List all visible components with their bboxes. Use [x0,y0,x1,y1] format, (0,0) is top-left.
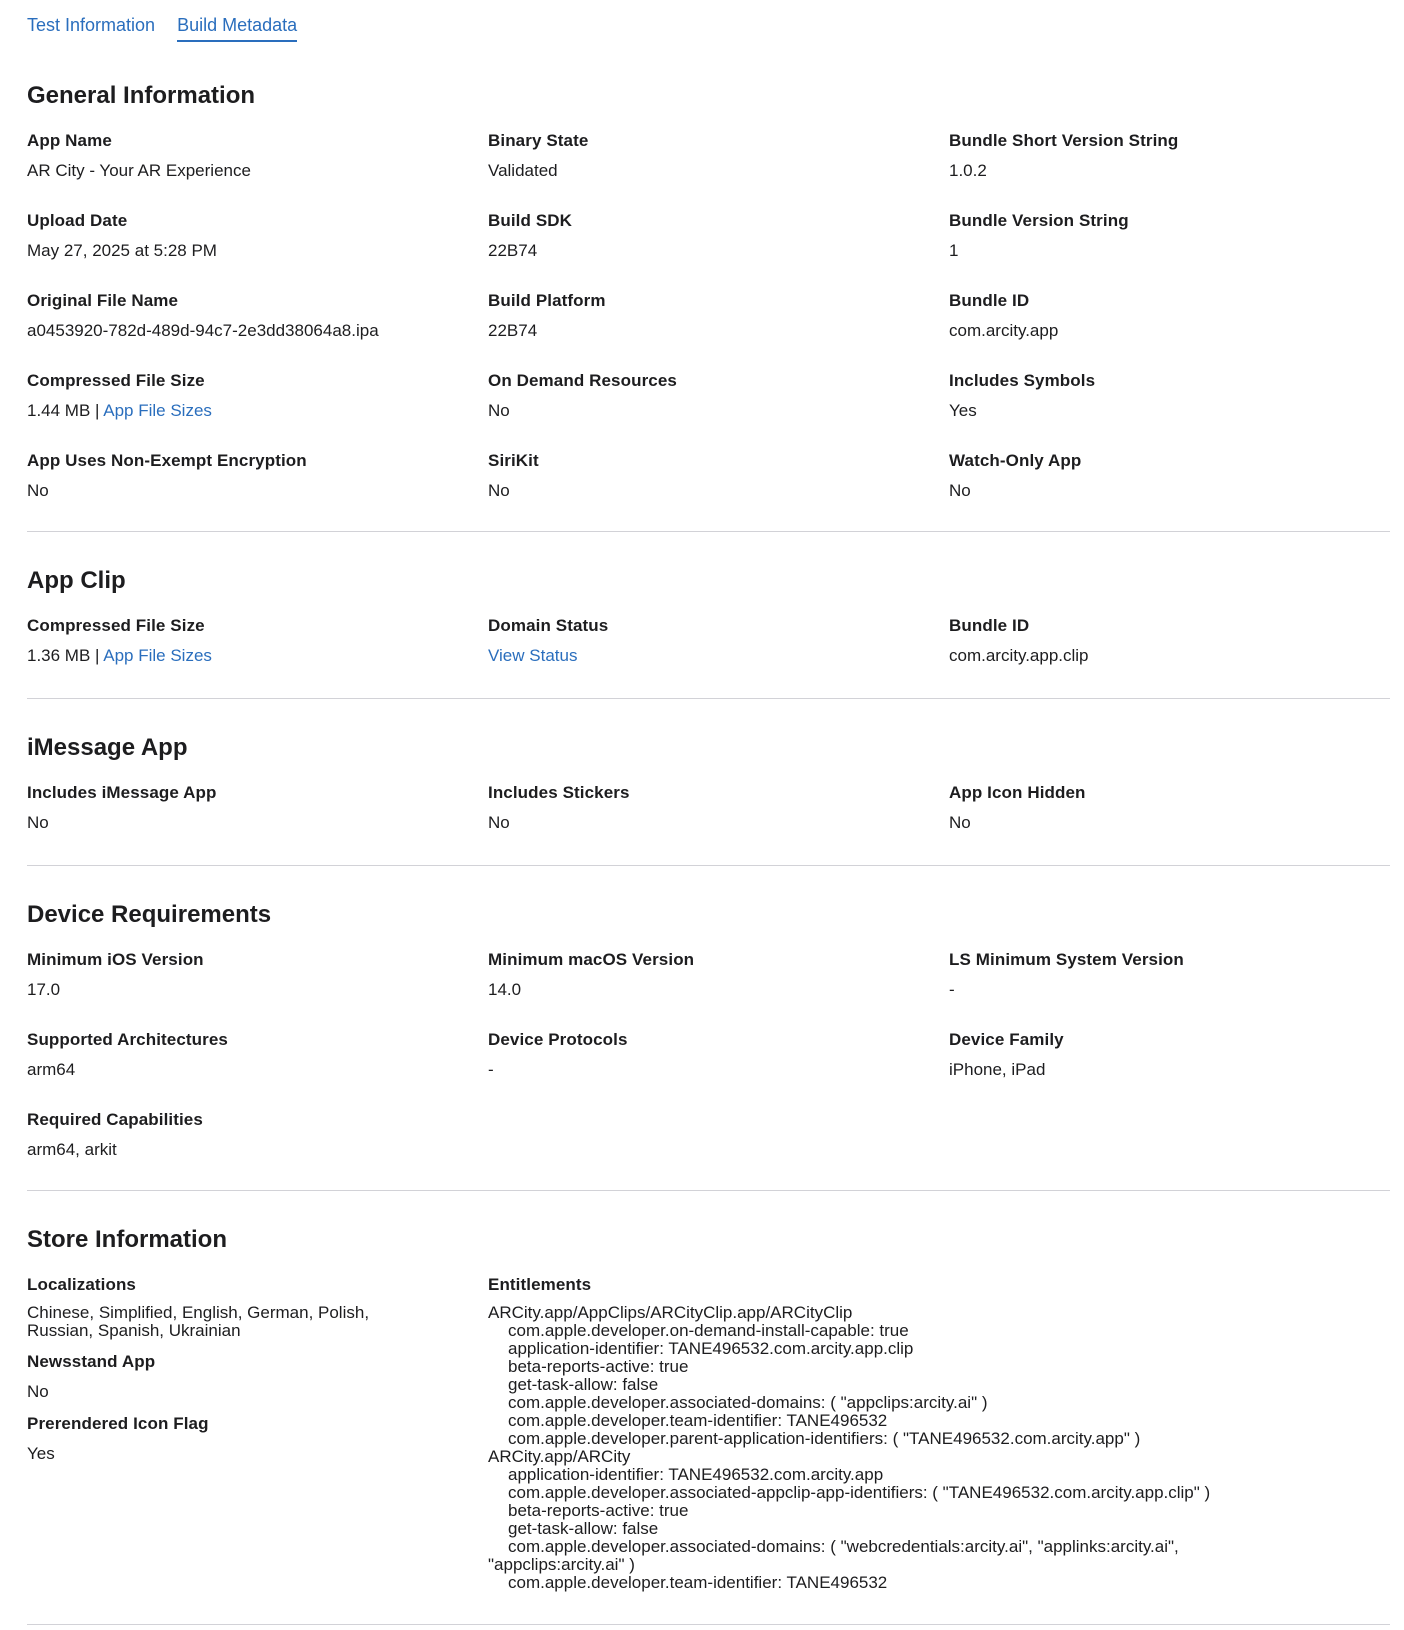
field-original-file-name [27,291,488,371]
entitlement-line: com.apple.developer.team-identifier: TANE496532 [508,1573,888,1592]
field-includes-imessage-app [27,783,488,833]
store-fields-grid [27,1275,1390,1592]
field-label: Build SDK [488,211,573,230]
field-app-name [27,131,488,211]
field-value [488,646,949,666]
field-label: Bundle ID [949,291,1030,310]
entitlement-line: get-task-allow: false [508,1375,659,1394]
tab-build-metadata[interactable]: Build Metadata [177,14,297,42]
field-label: Watch-Only App [949,451,1082,470]
field-supported-architectures [27,1030,488,1110]
field-value: arm64, arkit [27,1140,117,1159]
field-label: Localizations [27,1275,136,1294]
field-watch-only-app [949,451,1390,498]
section-app-clip [27,532,1390,699]
field-label: Device Protocols [488,1030,628,1049]
field-label: Binary State [488,131,589,150]
field-label: Original File Name [27,291,179,310]
field-binary-state [488,131,949,211]
field-value: Validated [488,161,558,180]
field-includes-symbols [949,371,1390,451]
file-size-value: 1.36 MB [27,646,91,665]
field-sirikit [488,451,949,498]
general-fields-grid [27,131,1390,498]
field-value: Yes [27,1444,55,1463]
entitlement-line: beta-reports-active: true [508,1501,689,1520]
field-value: Yes [949,401,977,420]
field-value: - [488,1060,494,1079]
entitlement-group-path: ARCity.app/AppClips/ARCityClip.app/ARCityClip [488,1303,853,1322]
field-label: Domain Status [488,616,609,635]
field-label: Upload Date [27,211,128,230]
field-value: - [949,980,955,999]
field-value: 22B74 [488,241,538,260]
entitlements-list [488,1304,1390,1592]
field-value: com.arcity.app [949,321,1059,340]
field-compressed-file-size [27,371,488,451]
field-label: App Icon Hidden [949,783,1086,802]
field-label: App Name [27,131,112,150]
field-entitlements [488,1275,1390,1592]
imessage-fields-grid [27,783,1390,833]
field-app-icon-hidden [949,783,1390,833]
field-label: Compressed File Size [27,616,205,635]
field-label: Bundle Version String [949,211,1129,230]
entitlement-line: com.apple.developer.associated-appclip-app-identifiers: ( "TANE496532.com.arcity.app.clip" ) [508,1483,1211,1502]
field-label: Newsstand App [27,1352,156,1371]
field-label: LS Minimum System Version [949,950,1184,969]
field-label: App Uses Non-Exempt Encryption [27,451,307,470]
field-label: Minimum iOS Version [27,950,204,969]
entitlement-line: "appclips:arcity.ai" ) [488,1555,635,1574]
section-title: Store Information [27,1226,228,1253]
entitlement-line: com.apple.developer.team-identifier: TANE496532 [508,1411,888,1430]
field-value [27,401,488,421]
entitlement-line: com.apple.developer.parent-application-identifiers: ( "TANE496532.com.arcity.app" ) [508,1429,1141,1448]
build-metadata-page [27,0,1390,1625]
field-value: No [949,481,971,500]
field-localizations [27,1275,488,1340]
entitlement-line: com.apple.developer.associated-domains: ( "webcredentials:arcity.ai", "applinks:arcity.ai", [508,1537,1179,1556]
field-bundle-id [949,291,1390,371]
field-value [27,646,488,666]
field-label: Minimum macOS Version [488,950,695,969]
app-file-sizes-link[interactable]: App File Sizes [103,646,212,665]
tab-test-information[interactable]: Test Information [27,15,156,35]
field-bundle-short-version [949,131,1390,211]
field-value: 17.0 [27,980,61,999]
field-minimum-macos-version [488,950,949,1030]
entitlement-line: beta-reports-active: true [508,1357,689,1376]
field-value: 1.0.2 [949,161,987,180]
section-device-requirements [27,866,1390,1191]
field-includes-stickers [488,783,949,833]
field-on-demand-resources [488,371,949,451]
field-newsstand-app [27,1352,488,1402]
field-label: Includes Stickers [488,783,630,802]
field-value: No [949,813,971,832]
field-device-family [949,1030,1390,1110]
entitlement-group-path: ARCity.app/ARCity [488,1447,631,1466]
separator: | [90,646,104,665]
section-title: iMessage App [27,734,188,761]
field-value: May 27, 2025 at 5:28 PM [27,241,217,260]
field-value: 1 [949,241,959,260]
section-store-information [27,1191,1390,1625]
entitlement-line: com.apple.developer.on-demand-install-capable: true [508,1321,909,1340]
field-label: SiriKit [488,451,539,470]
field-label: Entitlements [488,1275,592,1294]
field-clip-compressed-file-size [27,616,488,666]
field-value: AR City - Your AR Experience [27,161,251,180]
field-label: Includes Symbols [949,371,1096,390]
field-label: Required Capabilities [27,1110,203,1129]
field-clip-bundle-id [949,616,1390,666]
field-value: iPhone, iPad [949,1060,1046,1079]
store-left-column [27,1275,488,1592]
field-value: No [488,401,510,420]
field-ls-minimum-system-version [949,950,1390,1030]
field-bundle-version [949,211,1390,291]
field-build-platform [488,291,949,371]
device-fields-grid [27,950,1390,1157]
section-title: App Clip [27,567,126,594]
section-title: General Information [27,82,256,109]
field-build-sdk [488,211,949,291]
field-value: No [488,481,510,500]
file-size-value: 1.44 MB [27,401,91,420]
field-value: a0453920-782d-489d-94c7-2e3dd38064a8.ipa [27,321,379,340]
field-required-capabilities [27,1110,488,1157]
field-label: On Demand Resources [488,371,677,390]
field-device-protocols [488,1030,949,1110]
field-label: Bundle ID [949,616,1030,635]
app-clip-fields-grid [27,616,1390,666]
view-status-link[interactable]: View Status [488,646,578,665]
section-imessage-app [27,699,1390,866]
field-label: Build Platform [488,291,606,310]
field-prerendered-icon-flag [27,1414,488,1464]
entitlement-line: com.apple.developer.associated-domains: ( "appclips:arcity.ai" ) [508,1393,988,1412]
field-label: Device Family [949,1030,1064,1049]
field-label: Supported Architectures [27,1030,228,1049]
field-label: Compressed File Size [27,371,205,390]
section-title: Device Requirements [27,901,272,928]
field-value: arm64 [27,1060,76,1079]
field-minimum-ios-version [27,950,488,1030]
field-value: 22B74 [488,321,538,340]
field-value: No [27,1382,49,1401]
field-label: Prerendered Icon Flag [27,1414,209,1433]
entitlement-line: application-identifier: TANE496532.com.arcity.app.clip [508,1339,914,1358]
separator: | [90,401,104,420]
field-upload-date [27,211,488,291]
entitlement-line: get-task-allow: false [508,1519,659,1538]
field-value: 14.0 [488,980,522,999]
entitlement-line: application-identifier: TANE496532.com.arcity.app [508,1465,884,1484]
field-domain-status [488,616,949,666]
field-value: No [27,813,49,832]
field-value: No [27,481,49,500]
field-value: Chinese, Simplified, English, German, Polish, Russian, Spanish, Ukrainian [27,1303,370,1340]
field-label: Includes iMessage App [27,783,217,802]
field-label: Bundle Short Version String [949,131,1179,150]
section-general-information [27,48,1390,532]
field-value: com.arcity.app.clip [949,646,1089,665]
field-value: No [488,813,510,832]
app-file-sizes-link[interactable]: App File Sizes [103,401,212,420]
field-non-exempt-encryption [27,451,488,498]
tab-bar [27,0,1390,48]
